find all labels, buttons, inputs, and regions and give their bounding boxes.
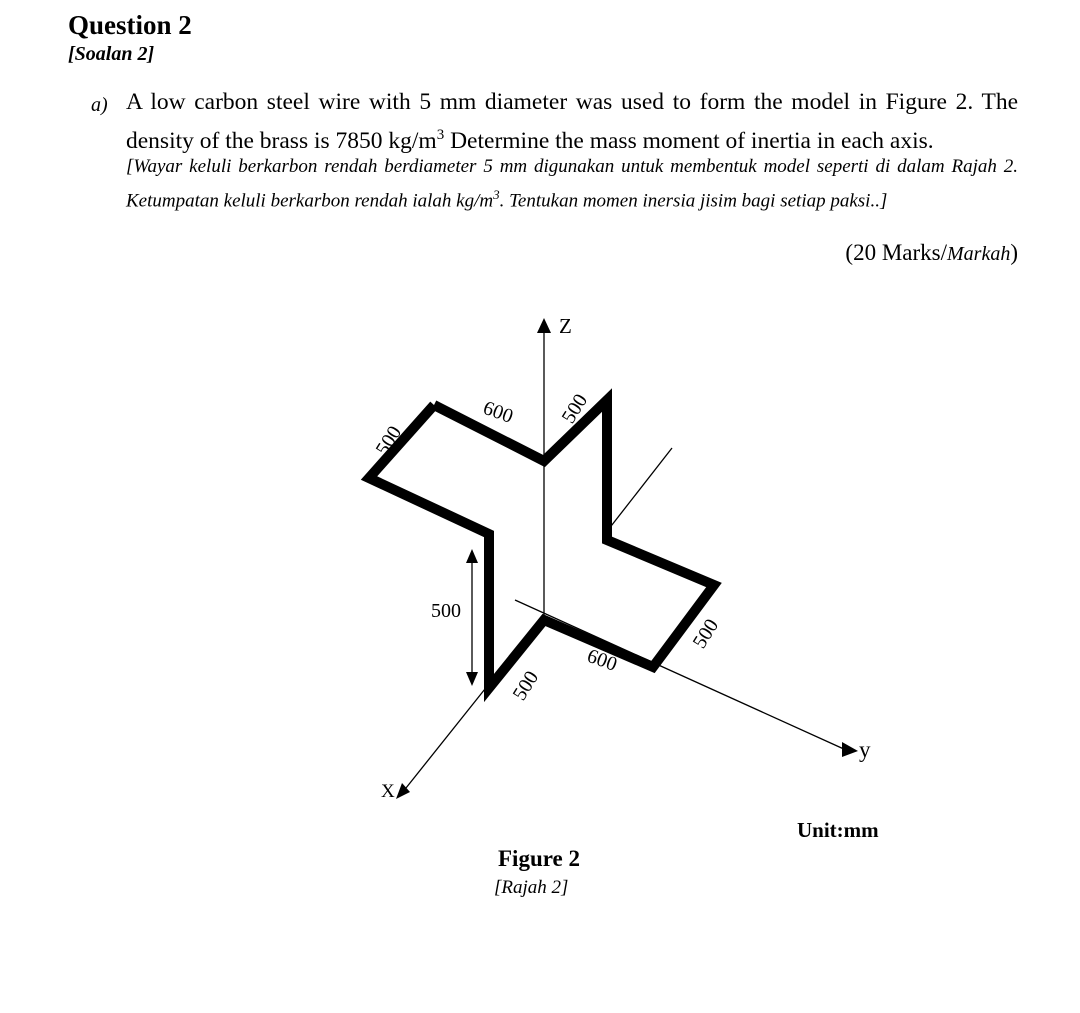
dimension-label-500-top-left: 500 — [371, 422, 407, 460]
y-axis-back-line — [608, 448, 672, 530]
marks-label-malay: Markah — [947, 243, 1011, 265]
figure-caption-malay: [Rajah 2] — [494, 877, 569, 898]
question-text-english-main: A low carbon steel wire with 5 mm diameter was used to form the model in Figure 2. The density of the brass is 7850 kg/m — [126, 89, 1018, 154]
y-axis-label: y — [859, 737, 871, 762]
dimension-label-500-top-right: 500 — [557, 390, 593, 428]
unit-superscript-malay: 3 — [493, 187, 500, 202]
dimension-label-500-vertical: 500 — [431, 600, 461, 622]
figure-caption: Figure 2 — [498, 846, 580, 871]
vertical-dimension-arrow-top — [466, 549, 478, 563]
marks-label: (20 Marks/ — [845, 240, 947, 265]
z-axis-label: Z — [559, 314, 572, 338]
question-text-english-end: Determine the mass moment of inertia in each axis. — [444, 127, 934, 154]
question-text-malay-main: [Wayar keluli berkarbon rendah berdiameter 5 mm digunakan untuk membentuk model seperti di dalam Rajah 2. Ketumpatan keluli berkarbon rendah ialah kg/m — [126, 156, 1018, 212]
unit-label: Unit:mm — [797, 818, 879, 842]
vertical-dimension — [466, 549, 478, 686]
x-axis-label: X — [381, 781, 395, 802]
dimension-label-600-top: 600 — [480, 396, 516, 428]
question-subtitle: [Soalan 2] — [68, 43, 155, 65]
vertical-dimension-arrow-bottom — [466, 672, 478, 686]
dimension-label-600-bottom: 600 — [584, 644, 620, 676]
marks-close: ) — [1010, 240, 1018, 265]
question-title: Question 2 — [68, 10, 192, 40]
y-axis-arrowhead — [842, 742, 858, 757]
question-text-malay-end: . Tentukan momen inersia jisim bagi setiap paksi..] — [499, 190, 888, 212]
unit-superscript: 3 — [436, 127, 445, 143]
part-label: a) — [91, 94, 108, 116]
z-axis-arrowhead — [537, 318, 551, 333]
dimension-label-500-bottom-left: 500 — [508, 667, 544, 705]
dimension-label-500-bottom-right: 500 — [688, 615, 724, 653]
wire-model-path — [369, 400, 714, 688]
